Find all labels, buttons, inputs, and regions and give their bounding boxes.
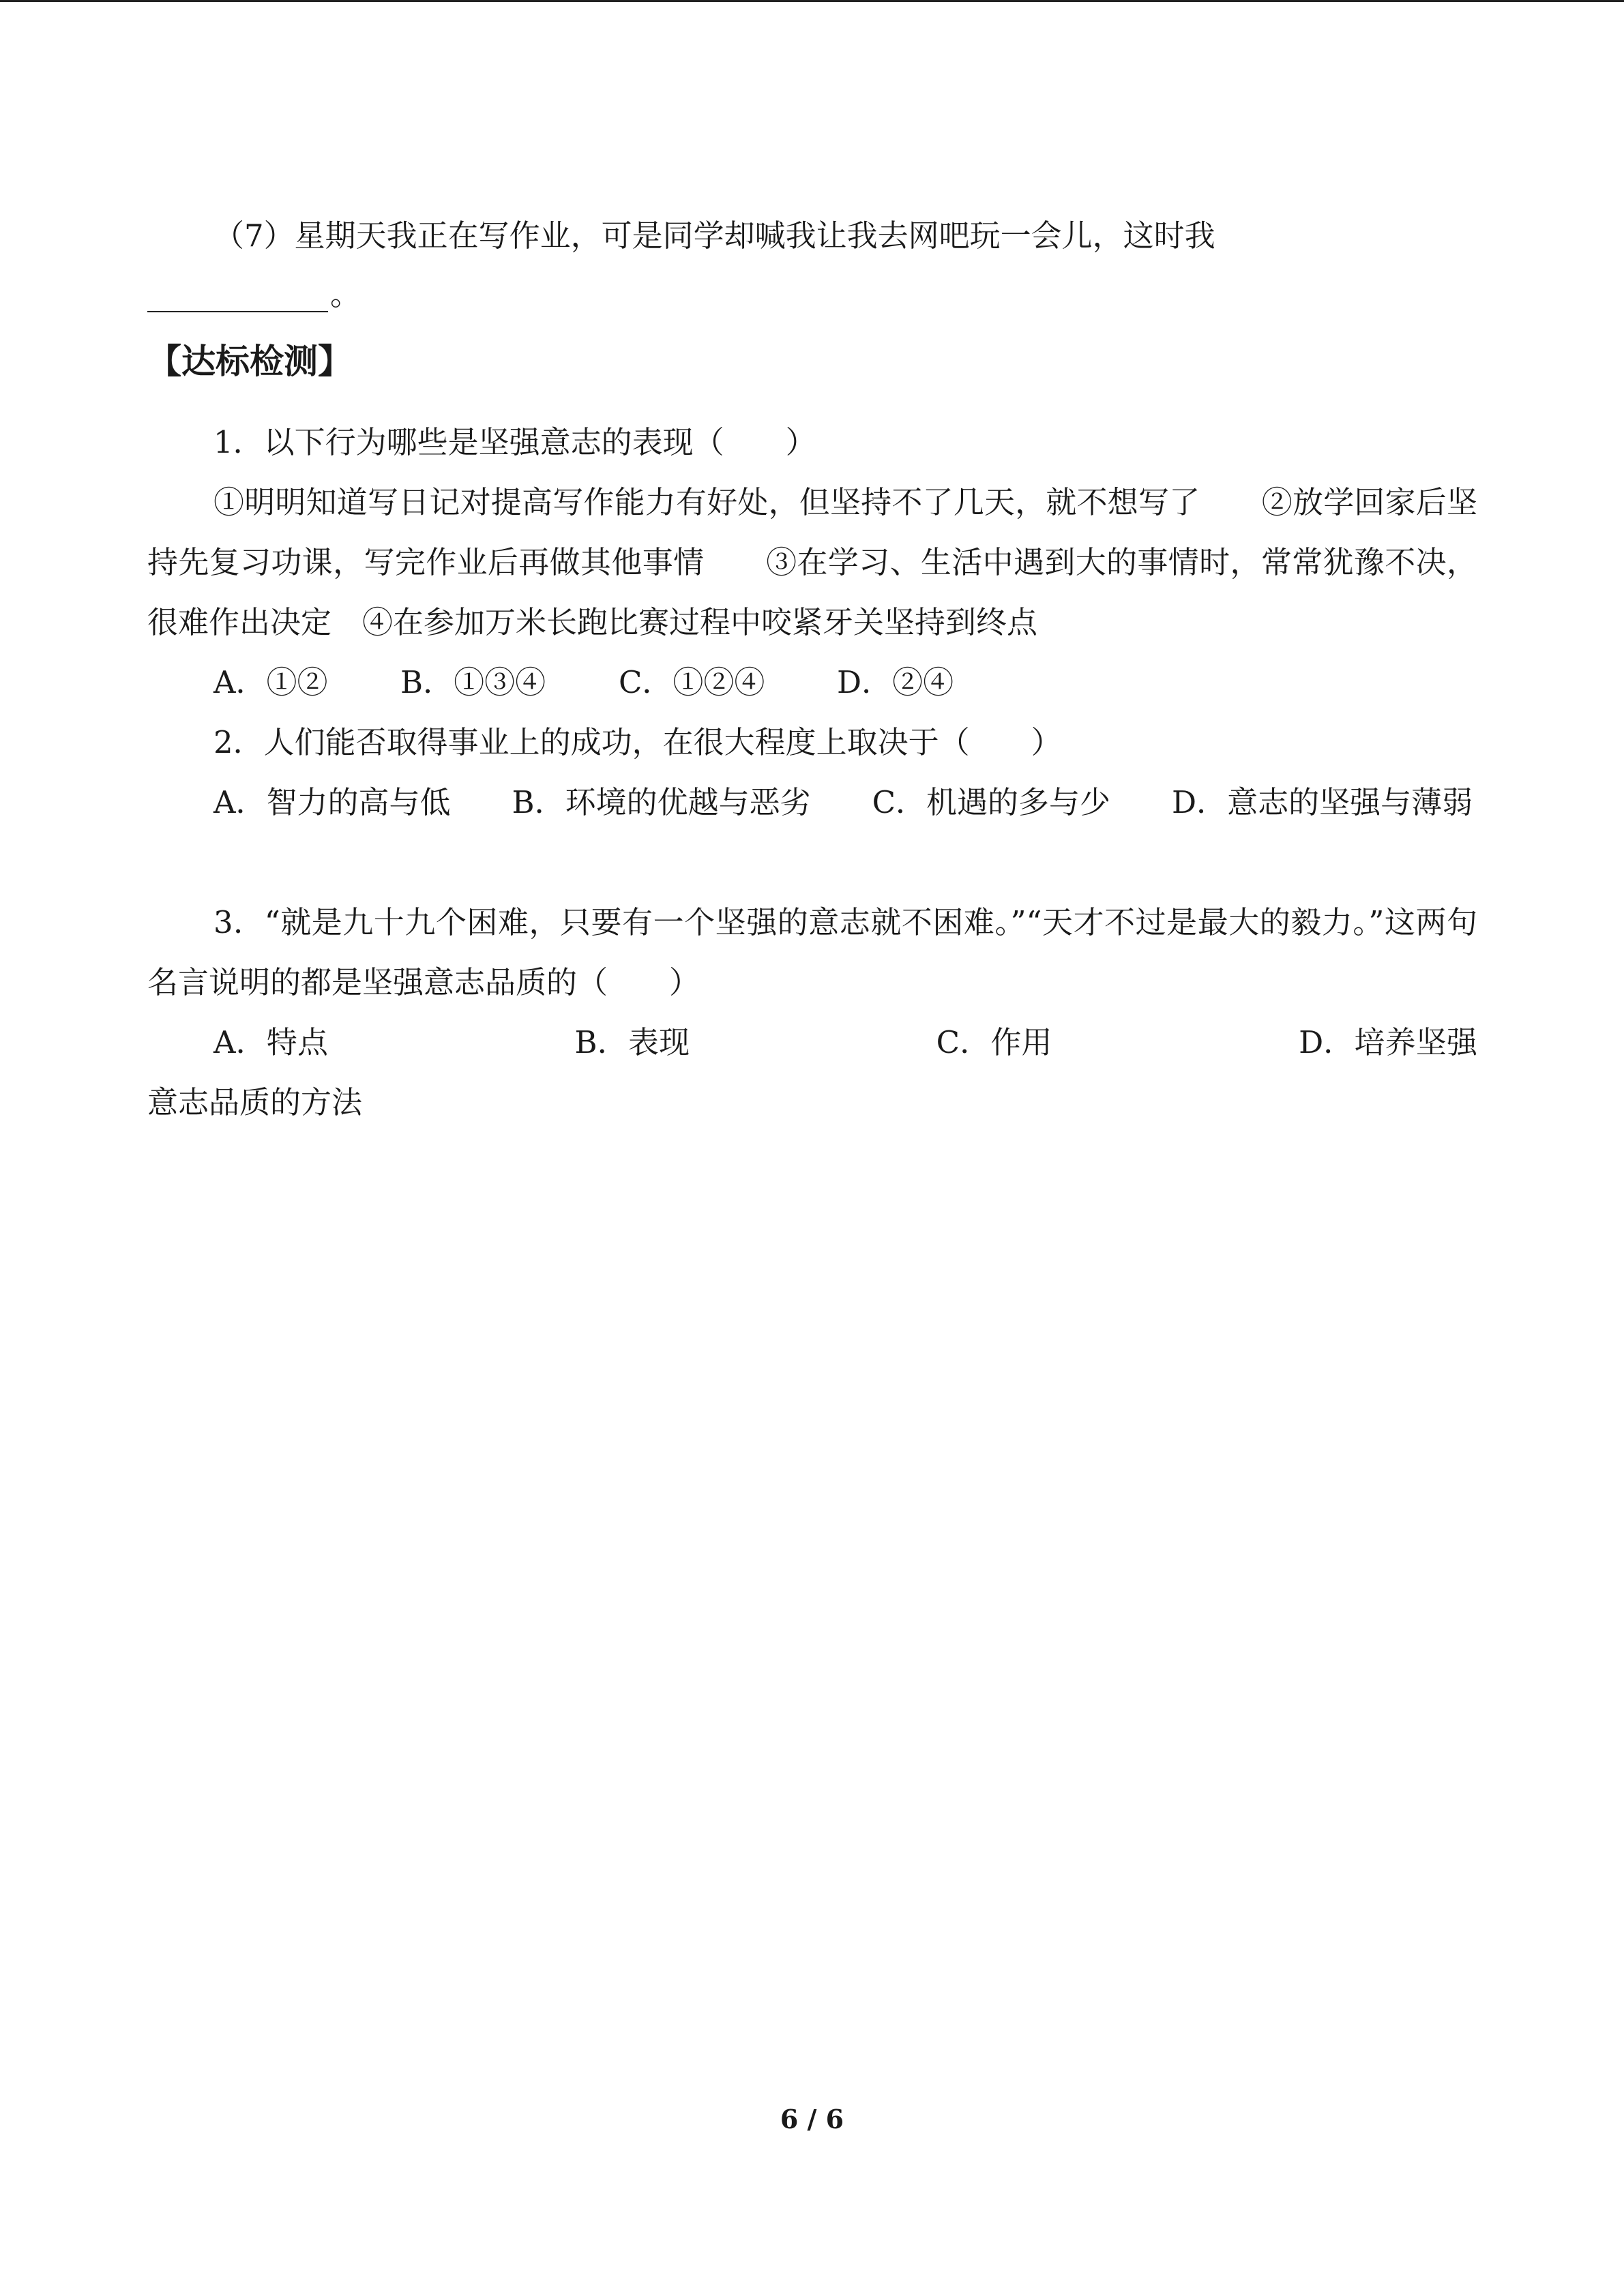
question-1-statements: ①明明知道写日记对提高写作能力有好处，但坚持不了几天，就不想写了 ②放学回家后坚持先复习功课，写完作业后再做其他事情 ③在学习、生活中遇到大的事情时，常常犹豫不决，很难作出决定 ④在参加万米长跑比赛过程中咬紧牙关坚持到终点	[147, 484, 1477, 640]
answer-blank-period: 。	[330, 276, 361, 312]
question-3-options: A．特点 B．表现 C．作用 D．培养坚强意志品质的方法	[147, 1024, 1477, 1120]
question-7-text: （7）星期天我正在写作业，可是同学却喊我让我去网吧玩一会儿，这时我	[213, 218, 1215, 254]
question-3-stem: 3．“就是九十九个困难，只要有一个坚强的意志就不困难。”“天才不过是最大的毅力。”这两句名言说明的都是坚强意志品质的（ ）	[147, 904, 1477, 1000]
question-1-option-c: C．①②④	[619, 664, 765, 700]
question-2-options: A．智力的高与低 B．环境的优越与恶劣 C．机遇的多与少 D．意志的坚强与薄弱	[213, 784, 1473, 820]
section-heading: 【达标检测】	[147, 342, 352, 381]
question-1-option-b: B．①③④	[400, 664, 546, 700]
question-1-stem: 1．以下行为哪些是坚强意志的表现（ ）	[213, 424, 816, 460]
question-2-stem: 2．人们能否取得事业上的成功，在很大程度上取决于（ ）	[213, 724, 1062, 760]
answer-blank-line	[147, 311, 328, 312]
page-number: 6 / 6	[780, 2104, 844, 2134]
question-1-option-d: D．②④	[837, 664, 954, 700]
question-1-option-a: A．①②	[213, 664, 328, 700]
top-border-line	[0, 0, 1624, 2]
